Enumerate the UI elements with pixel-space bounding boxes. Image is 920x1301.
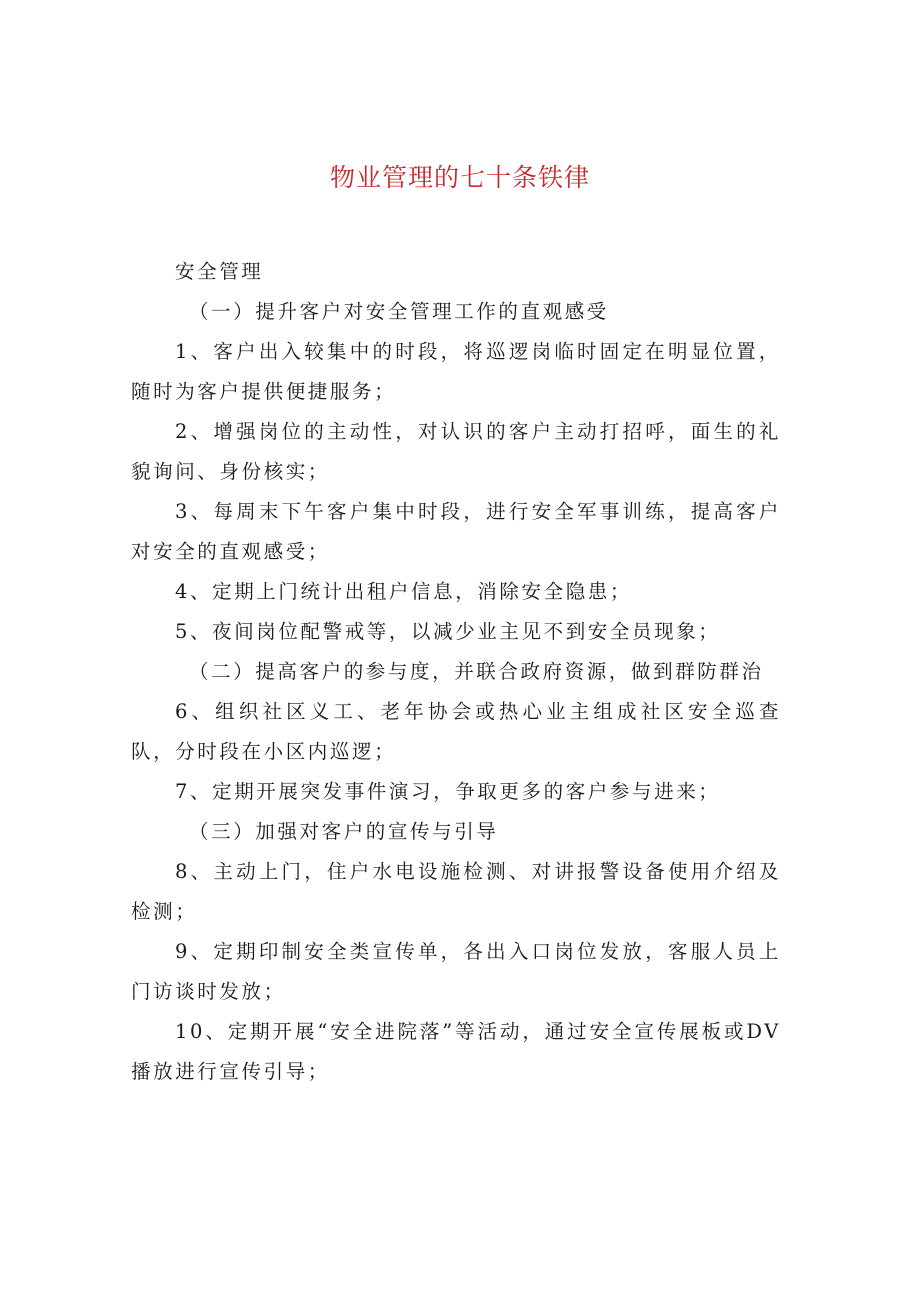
- list-item-9: 9、定期印制安全类宣传单，各出入口岗位发放，客服人员上门访谈时发放；: [131, 940, 781, 1003]
- list-item-7: 7、定期开展突发事件演习，争取更多的客户参与进来；: [175, 780, 721, 803]
- list-item-3: 3、每周末下午客户集中时段，进行安全军事训练，提高客户对安全的直观感受；: [131, 500, 781, 563]
- list-item-8: 8、主动上门，住户水电设施检测、对讲报警设备使用介绍及检测；: [131, 860, 781, 923]
- list-item-4: 4、定期上门统计出租户信息，消除安全隐患；: [175, 580, 633, 603]
- subsection-heading-3: （三）加强对客户的宣传与引导: [189, 820, 499, 843]
- subsection-heading-1: （一）提升客户对安全管理工作的直观感受: [189, 300, 609, 323]
- document-body: [131, 252, 781, 1092]
- list-item-2: 2、增强岗位的主动性，对认识的客户主动打招呼，面生的礼貌询问、身份核实；: [131, 420, 781, 483]
- list-item-5: 5、夜间岗位配警戒等，以减少业主见不到安全员现象；: [175, 620, 721, 643]
- list-item-6: 6、组织社区义工、老年协会或热心业主组成社区安全巡查队，分时段在小区内巡逻；: [131, 700, 781, 763]
- list-item-10: 10、定期开展“安全进院落”等活动，通过安全宣传展板或DV播放进行宣传引导；: [131, 1020, 781, 1083]
- section-heading: 安全管理: [175, 260, 264, 283]
- subsection-heading-2: （二）提高客户的参与度，并联合政府资源，做到群防群治: [189, 660, 764, 683]
- list-item-1: 1、客户出入较集中的时段，将巡逻岗临时固定在明显位置，随时为客户提供便捷服务；: [131, 340, 781, 403]
- document-title: 物业管理的七十条铁律: [329, 163, 590, 192]
